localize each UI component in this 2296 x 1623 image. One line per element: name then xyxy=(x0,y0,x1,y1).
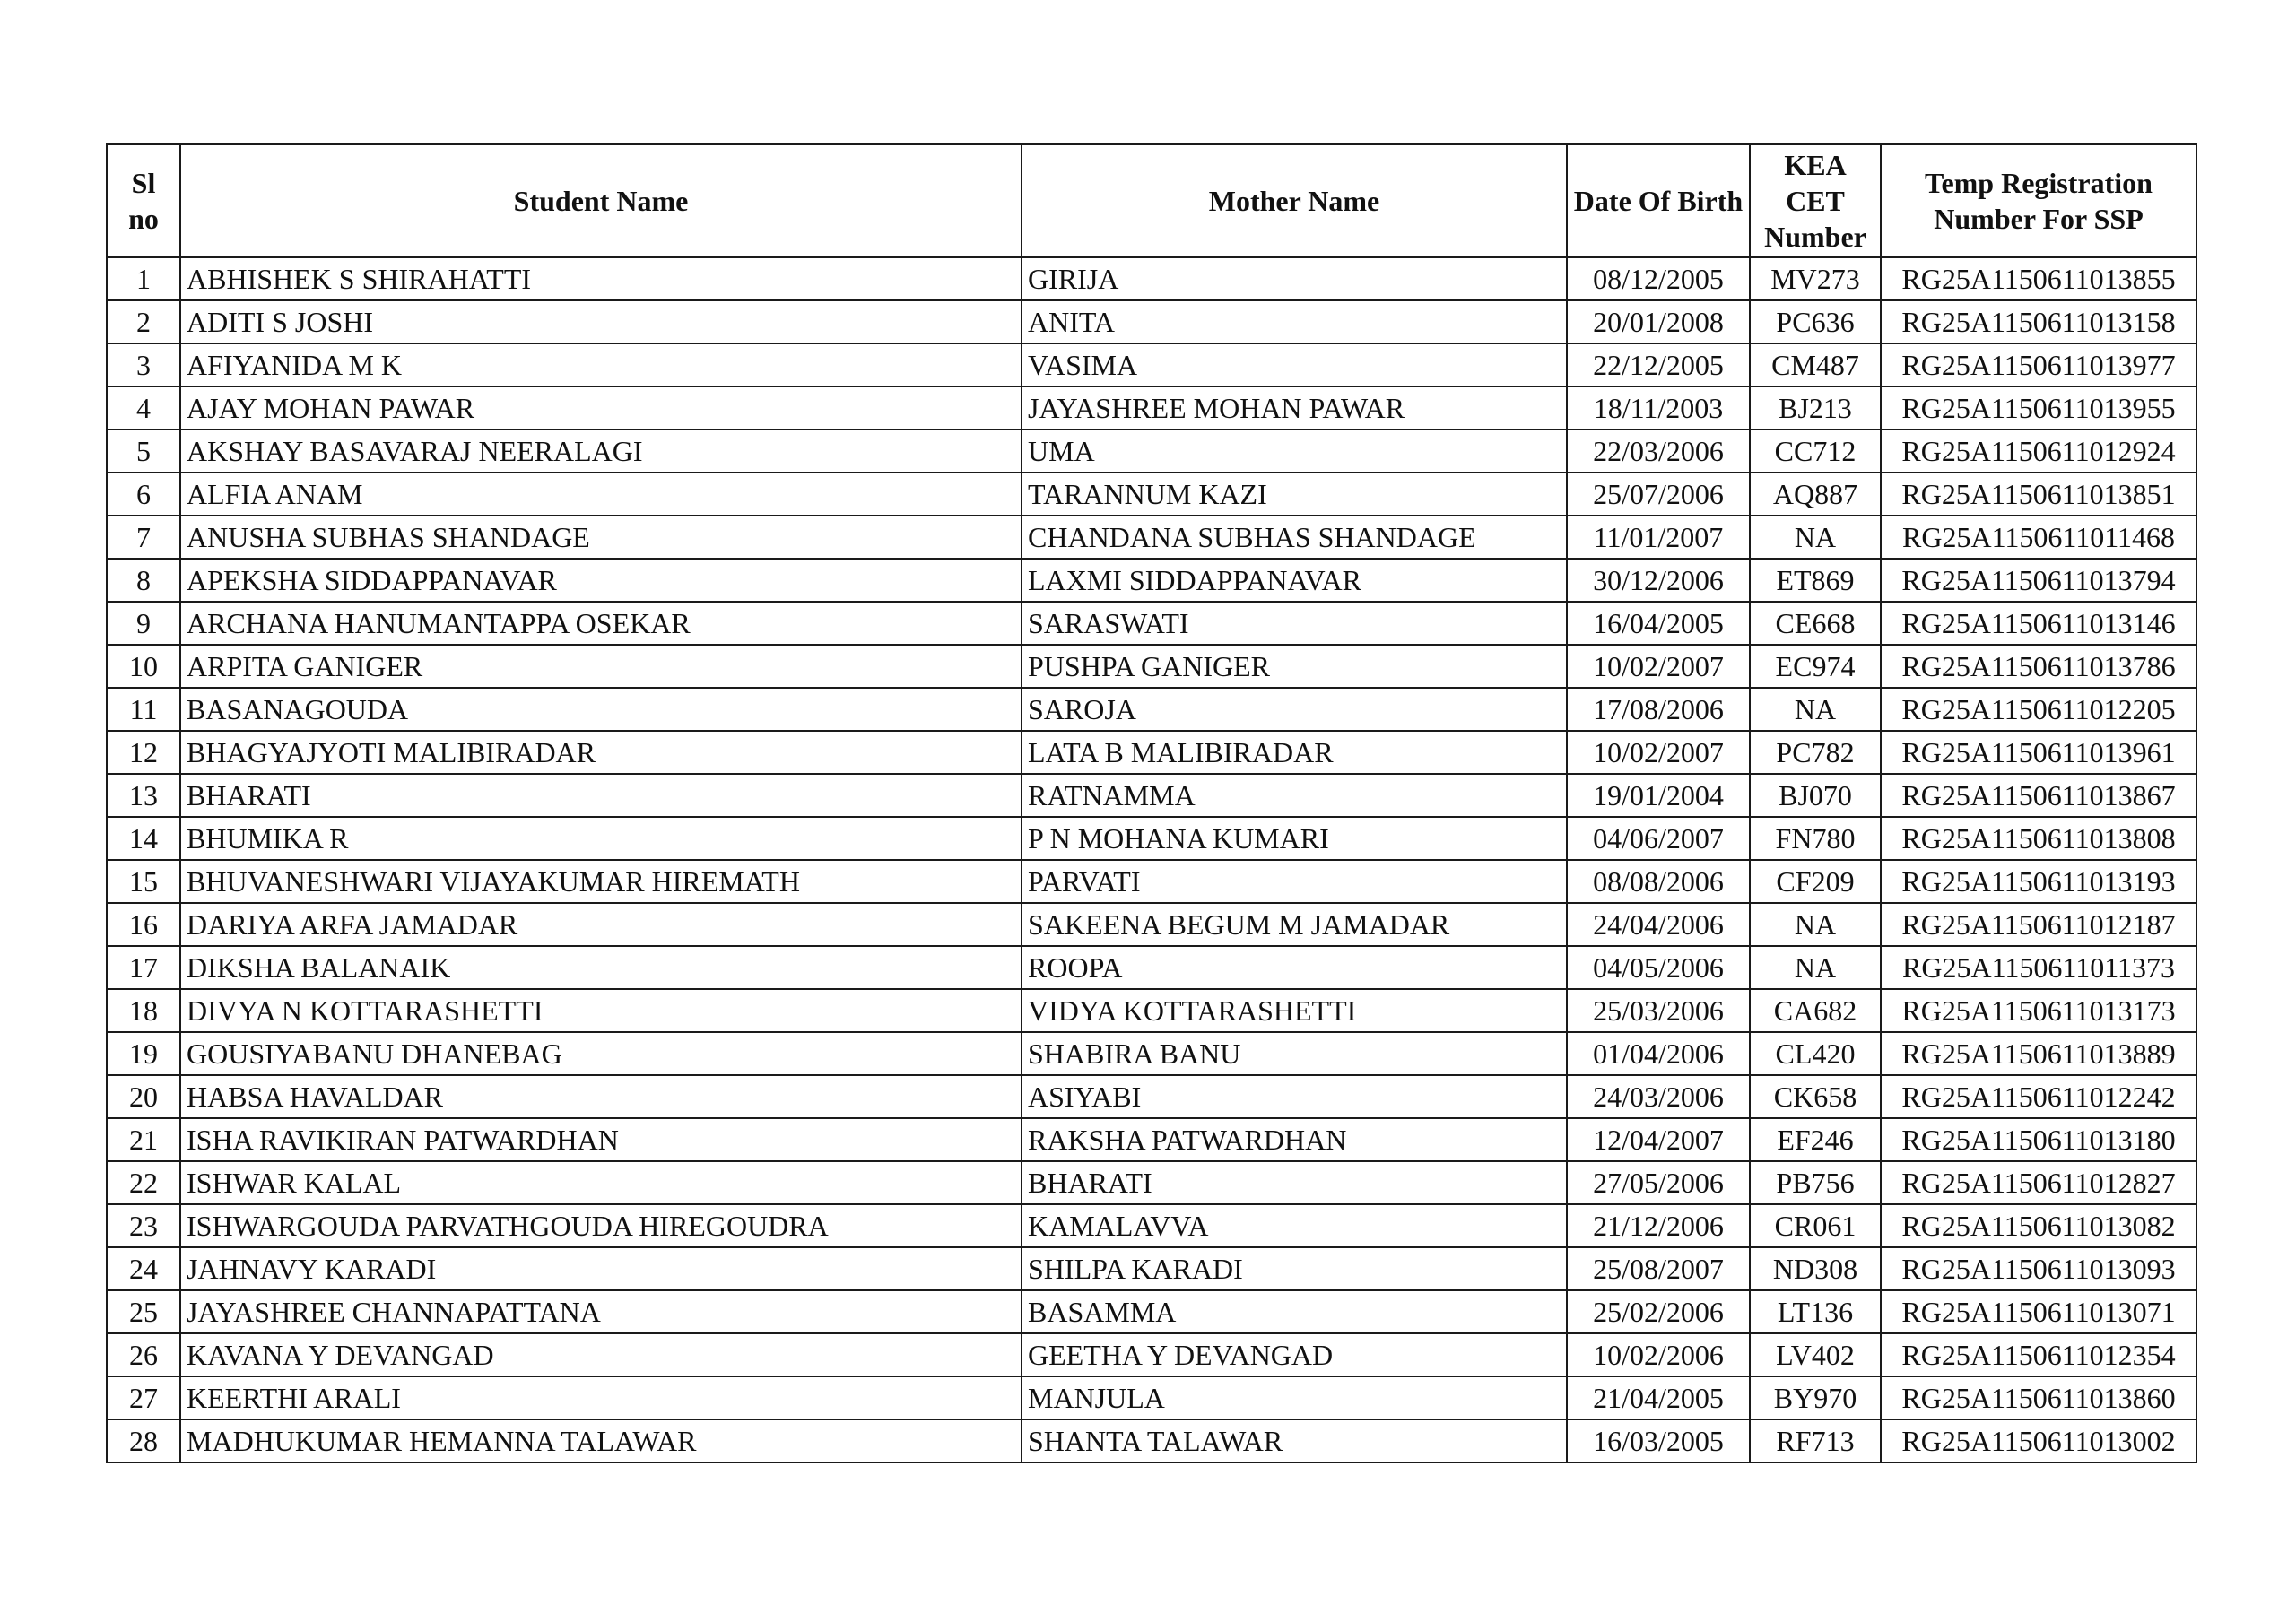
cell-sl-no: 12 xyxy=(107,731,180,774)
cell-date-of-birth: 25/02/2006 xyxy=(1567,1290,1750,1333)
cell-mother-name: MANJULA xyxy=(1022,1376,1567,1419)
cell-mother-name: PUSHPA GANIGER xyxy=(1022,645,1567,688)
cell-kea-cet-number: MV273 xyxy=(1750,257,1881,300)
cell-date-of-birth: 04/05/2006 xyxy=(1567,946,1750,989)
cell-kea-cet-number: NA xyxy=(1750,946,1881,989)
cell-date-of-birth: 12/04/2007 xyxy=(1567,1118,1750,1161)
table-row xyxy=(107,300,2196,343)
cell-kea-cet-number: PC636 xyxy=(1750,300,1881,343)
cell-temp-registration: RG25A1150611012242 xyxy=(1881,1075,2196,1118)
table-row xyxy=(107,688,2196,731)
cell-mother-name: GIRIJA xyxy=(1022,257,1567,300)
cell-student-name: AKSHAY BASAVARAJ NEERALAGI xyxy=(180,430,1022,473)
cell-student-name: ANUSHA SUBHAS SHANDAGE xyxy=(180,516,1022,559)
cell-sl-no: 6 xyxy=(107,473,180,516)
header-temp-registration: Temp Registration Number For SSP xyxy=(1881,144,2196,257)
table-row xyxy=(107,1161,2196,1204)
cell-date-of-birth: 30/12/2006 xyxy=(1567,559,1750,602)
cell-mother-name: ANITA xyxy=(1022,300,1567,343)
cell-date-of-birth: 27/05/2006 xyxy=(1567,1161,1750,1204)
cell-sl-no: 9 xyxy=(107,602,180,645)
cell-student-name: MADHUKUMAR HEMANNA TALAWAR xyxy=(180,1419,1022,1462)
cell-mother-name: ROOPA xyxy=(1022,946,1567,989)
cell-date-of-birth: 22/12/2005 xyxy=(1567,343,1750,386)
cell-mother-name: SHABIRA BANU xyxy=(1022,1032,1567,1075)
cell-temp-registration: RG25A1150611012354 xyxy=(1881,1333,2196,1376)
cell-mother-name: SHILPA KARADI xyxy=(1022,1247,1567,1290)
cell-mother-name: BASAMMA xyxy=(1022,1290,1567,1333)
cell-kea-cet-number: EF246 xyxy=(1750,1118,1881,1161)
table-row xyxy=(107,1032,2196,1075)
cell-student-name: BHAGYAJYOTI MALIBIRADAR xyxy=(180,731,1022,774)
cell-temp-registration: RG25A1150611011468 xyxy=(1881,516,2196,559)
cell-sl-no: 26 xyxy=(107,1333,180,1376)
header-student-name: Student Name xyxy=(180,144,1022,257)
table-row xyxy=(107,1204,2196,1247)
cell-student-name: KAVANA Y DEVANGAD xyxy=(180,1333,1022,1376)
cell-date-of-birth: 10/02/2007 xyxy=(1567,645,1750,688)
cell-temp-registration: RG25A1150611013002 xyxy=(1881,1419,2196,1462)
table-row xyxy=(107,1075,2196,1118)
table-header xyxy=(107,144,2196,257)
cell-student-name: BHUVANESHWARI VIJAYAKUMAR HIREMATH xyxy=(180,860,1022,903)
cell-mother-name: RATNAMMA xyxy=(1022,774,1567,817)
cell-temp-registration: RG25A1150611013860 xyxy=(1881,1376,2196,1419)
cell-kea-cet-number: BY970 xyxy=(1750,1376,1881,1419)
cell-kea-cet-number: CL420 xyxy=(1750,1032,1881,1075)
cell-mother-name: VASIMA xyxy=(1022,343,1567,386)
table-row xyxy=(107,817,2196,860)
cell-mother-name: LAXMI SIDDAPPANAVAR xyxy=(1022,559,1567,602)
cell-temp-registration: RG25A1150611013961 xyxy=(1881,731,2196,774)
student-roster-table xyxy=(106,143,2197,1463)
cell-student-name: ISHA RAVIKIRAN PATWARDHAN xyxy=(180,1118,1022,1161)
table-row xyxy=(107,1290,2196,1333)
header-row xyxy=(107,144,2196,257)
cell-temp-registration: RG25A1150611013851 xyxy=(1881,473,2196,516)
cell-temp-registration: RG25A1150611013093 xyxy=(1881,1247,2196,1290)
table-body xyxy=(107,257,2196,1462)
cell-temp-registration: RG25A1150611013794 xyxy=(1881,559,2196,602)
cell-date-of-birth: 25/08/2007 xyxy=(1567,1247,1750,1290)
cell-kea-cet-number: CM487 xyxy=(1750,343,1881,386)
cell-sl-no: 2 xyxy=(107,300,180,343)
cell-student-name: ISHWARGOUDA PARVATHGOUDA HIREGOUDRA xyxy=(180,1204,1022,1247)
cell-date-of-birth: 16/03/2005 xyxy=(1567,1419,1750,1462)
cell-temp-registration: RG25A1150611012924 xyxy=(1881,430,2196,473)
cell-date-of-birth: 08/12/2005 xyxy=(1567,257,1750,300)
cell-kea-cet-number: NA xyxy=(1750,688,1881,731)
cell-temp-registration: RG25A1150611012205 xyxy=(1881,688,2196,731)
cell-student-name: ARCHANA HANUMANTAPPA OSEKAR xyxy=(180,602,1022,645)
cell-student-name: BHARATI xyxy=(180,774,1022,817)
cell-sl-no: 4 xyxy=(107,386,180,430)
cell-temp-registration: RG25A1150611013867 xyxy=(1881,774,2196,817)
cell-mother-name: BHARATI xyxy=(1022,1161,1567,1204)
cell-mother-name: SAKEENA BEGUM M JAMADAR xyxy=(1022,903,1567,946)
cell-date-of-birth: 21/12/2006 xyxy=(1567,1204,1750,1247)
table-row xyxy=(107,516,2196,559)
cell-temp-registration: RG25A1150611013955 xyxy=(1881,386,2196,430)
cell-date-of-birth: 08/08/2006 xyxy=(1567,860,1750,903)
cell-kea-cet-number: PC782 xyxy=(1750,731,1881,774)
cell-date-of-birth: 25/07/2006 xyxy=(1567,473,1750,516)
cell-temp-registration: RG25A1150611012187 xyxy=(1881,903,2196,946)
cell-kea-cet-number: NA xyxy=(1750,903,1881,946)
cell-date-of-birth: 24/03/2006 xyxy=(1567,1075,1750,1118)
header-date-of-birth: Date Of Birth xyxy=(1567,144,1750,257)
cell-kea-cet-number: CA682 xyxy=(1750,989,1881,1032)
cell-date-of-birth: 19/01/2004 xyxy=(1567,774,1750,817)
cell-kea-cet-number: CF209 xyxy=(1750,860,1881,903)
table-row xyxy=(107,989,2196,1032)
header-sl-no: Sl no xyxy=(107,144,180,257)
cell-sl-no: 3 xyxy=(107,343,180,386)
cell-sl-no: 17 xyxy=(107,946,180,989)
cell-mother-name: SARASWATI xyxy=(1022,602,1567,645)
cell-kea-cet-number: BJ070 xyxy=(1750,774,1881,817)
cell-sl-no: 20 xyxy=(107,1075,180,1118)
cell-mother-name: SAROJA xyxy=(1022,688,1567,731)
cell-sl-no: 7 xyxy=(107,516,180,559)
cell-date-of-birth: 25/03/2006 xyxy=(1567,989,1750,1032)
table-row xyxy=(107,1333,2196,1376)
cell-sl-no: 25 xyxy=(107,1290,180,1333)
cell-sl-no: 18 xyxy=(107,989,180,1032)
cell-temp-registration: RG25A1150611013158 xyxy=(1881,300,2196,343)
cell-kea-cet-number: AQ887 xyxy=(1750,473,1881,516)
cell-temp-registration: RG25A1150611013082 xyxy=(1881,1204,2196,1247)
cell-temp-registration: RG25A1150611012827 xyxy=(1881,1161,2196,1204)
cell-temp-registration: RG25A1150611013193 xyxy=(1881,860,2196,903)
cell-kea-cet-number: ND308 xyxy=(1750,1247,1881,1290)
cell-mother-name: UMA xyxy=(1022,430,1567,473)
cell-sl-no: 1 xyxy=(107,257,180,300)
cell-student-name: DIVYA N KOTTARASHETTI xyxy=(180,989,1022,1032)
cell-sl-no: 23 xyxy=(107,1204,180,1247)
table-row xyxy=(107,645,2196,688)
cell-student-name: JAHNAVY KARADI xyxy=(180,1247,1022,1290)
cell-temp-registration: RG25A1150611013889 xyxy=(1881,1032,2196,1075)
table-row xyxy=(107,473,2196,516)
cell-temp-registration: RG25A1150611013977 xyxy=(1881,343,2196,386)
cell-kea-cet-number: CE668 xyxy=(1750,602,1881,645)
cell-date-of-birth: 16/04/2005 xyxy=(1567,602,1750,645)
cell-student-name: KEERTHI ARALI xyxy=(180,1376,1022,1419)
cell-sl-no: 19 xyxy=(107,1032,180,1075)
table-row xyxy=(107,860,2196,903)
cell-sl-no: 22 xyxy=(107,1161,180,1204)
cell-student-name: ADITI S JOSHI xyxy=(180,300,1022,343)
cell-mother-name: SHANTA TALAWAR xyxy=(1022,1419,1567,1462)
cell-sl-no: 11 xyxy=(107,688,180,731)
cell-student-name: AJAY MOHAN PAWAR xyxy=(180,386,1022,430)
table-row xyxy=(107,946,2196,989)
header-mother-name: Mother Name xyxy=(1022,144,1567,257)
cell-mother-name: VIDYA KOTTARASHETTI xyxy=(1022,989,1567,1032)
cell-student-name: DIKSHA BALANAIK xyxy=(180,946,1022,989)
table-row xyxy=(107,1247,2196,1290)
cell-date-of-birth: 01/04/2006 xyxy=(1567,1032,1750,1075)
cell-student-name: JAYASHREE CHANNAPATTANA xyxy=(180,1290,1022,1333)
table-row xyxy=(107,559,2196,602)
cell-sl-no: 27 xyxy=(107,1376,180,1419)
table-row xyxy=(107,430,2196,473)
header-kea-cet-number: KEA CET Number xyxy=(1750,144,1881,257)
cell-mother-name: ASIYABI xyxy=(1022,1075,1567,1118)
cell-sl-no: 14 xyxy=(107,817,180,860)
cell-sl-no: 21 xyxy=(107,1118,180,1161)
cell-sl-no: 15 xyxy=(107,860,180,903)
table-row xyxy=(107,1419,2196,1462)
cell-student-name: AFIYANIDA M K xyxy=(180,343,1022,386)
cell-date-of-birth: 20/01/2008 xyxy=(1567,300,1750,343)
cell-student-name: ARPITA GANIGER xyxy=(180,645,1022,688)
cell-student-name: ABHISHEK S SHIRAHATTI xyxy=(180,257,1022,300)
cell-kea-cet-number: CC712 xyxy=(1750,430,1881,473)
cell-date-of-birth: 11/01/2007 xyxy=(1567,516,1750,559)
cell-mother-name: TARANNUM KAZI xyxy=(1022,473,1567,516)
cell-kea-cet-number: EC974 xyxy=(1750,645,1881,688)
cell-kea-cet-number: LV402 xyxy=(1750,1333,1881,1376)
cell-student-name: GOUSIYABANU DHANEBAG xyxy=(180,1032,1022,1075)
cell-student-name: ALFIA ANAM xyxy=(180,473,1022,516)
cell-kea-cet-number: PB756 xyxy=(1750,1161,1881,1204)
cell-mother-name: P N MOHANA KUMARI xyxy=(1022,817,1567,860)
cell-sl-no: 24 xyxy=(107,1247,180,1290)
table-row xyxy=(107,1118,2196,1161)
cell-mother-name: GEETHA Y DEVANGAD xyxy=(1022,1333,1567,1376)
cell-student-name: BASANAGOUDA xyxy=(180,688,1022,731)
cell-temp-registration: RG25A1150611013180 xyxy=(1881,1118,2196,1161)
cell-kea-cet-number: BJ213 xyxy=(1750,386,1881,430)
cell-student-name: ISHWAR KALAL xyxy=(180,1161,1022,1204)
cell-date-of-birth: 04/06/2007 xyxy=(1567,817,1750,860)
cell-student-name: HABSA HAVALDAR xyxy=(180,1075,1022,1118)
cell-mother-name: LATA B MALIBIRADAR xyxy=(1022,731,1567,774)
cell-mother-name: RAKSHA PATWARDHAN xyxy=(1022,1118,1567,1161)
table-row xyxy=(107,386,2196,430)
table-row xyxy=(107,343,2196,386)
cell-kea-cet-number: LT136 xyxy=(1750,1290,1881,1333)
cell-temp-registration: RG25A1150611011373 xyxy=(1881,946,2196,989)
table-row xyxy=(107,257,2196,300)
cell-date-of-birth: 21/04/2005 xyxy=(1567,1376,1750,1419)
cell-kea-cet-number: NA xyxy=(1750,516,1881,559)
table-row xyxy=(107,602,2196,645)
cell-student-name: DARIYA ARFA JAMADAR xyxy=(180,903,1022,946)
cell-sl-no: 28 xyxy=(107,1419,180,1462)
cell-mother-name: JAYASHREE MOHAN PAWAR xyxy=(1022,386,1567,430)
cell-sl-no: 13 xyxy=(107,774,180,817)
cell-student-name: APEKSHA SIDDAPPANAVAR xyxy=(180,559,1022,602)
table-row xyxy=(107,774,2196,817)
cell-date-of-birth: 18/11/2003 xyxy=(1567,386,1750,430)
table-row xyxy=(107,1376,2196,1419)
cell-kea-cet-number: CR061 xyxy=(1750,1204,1881,1247)
cell-mother-name: KAMALAVVA xyxy=(1022,1204,1567,1247)
cell-date-of-birth: 10/02/2006 xyxy=(1567,1333,1750,1376)
cell-temp-registration: RG25A1150611013071 xyxy=(1881,1290,2196,1333)
cell-date-of-birth: 17/08/2006 xyxy=(1567,688,1750,731)
cell-sl-no: 8 xyxy=(107,559,180,602)
cell-temp-registration: RG25A1150611013173 xyxy=(1881,989,2196,1032)
cell-kea-cet-number: RF713 xyxy=(1750,1419,1881,1462)
cell-kea-cet-number: ET869 xyxy=(1750,559,1881,602)
cell-student-name: BHUMIKA R xyxy=(180,817,1022,860)
cell-temp-registration: RG25A1150611013808 xyxy=(1881,817,2196,860)
cell-sl-no: 10 xyxy=(107,645,180,688)
cell-date-of-birth: 22/03/2006 xyxy=(1567,430,1750,473)
cell-temp-registration: RG25A1150611013855 xyxy=(1881,257,2196,300)
cell-temp-registration: RG25A1150611013146 xyxy=(1881,602,2196,645)
cell-mother-name: PARVATI xyxy=(1022,860,1567,903)
cell-temp-registration: RG25A1150611013786 xyxy=(1881,645,2196,688)
table-row xyxy=(107,731,2196,774)
cell-sl-no: 5 xyxy=(107,430,180,473)
cell-mother-name: CHANDANA SUBHAS SHANDAGE xyxy=(1022,516,1567,559)
cell-date-of-birth: 24/04/2006 xyxy=(1567,903,1750,946)
cell-date-of-birth: 10/02/2007 xyxy=(1567,731,1750,774)
table-row xyxy=(107,903,2196,946)
cell-kea-cet-number: FN780 xyxy=(1750,817,1881,860)
cell-kea-cet-number: CK658 xyxy=(1750,1075,1881,1118)
cell-sl-no: 16 xyxy=(107,903,180,946)
